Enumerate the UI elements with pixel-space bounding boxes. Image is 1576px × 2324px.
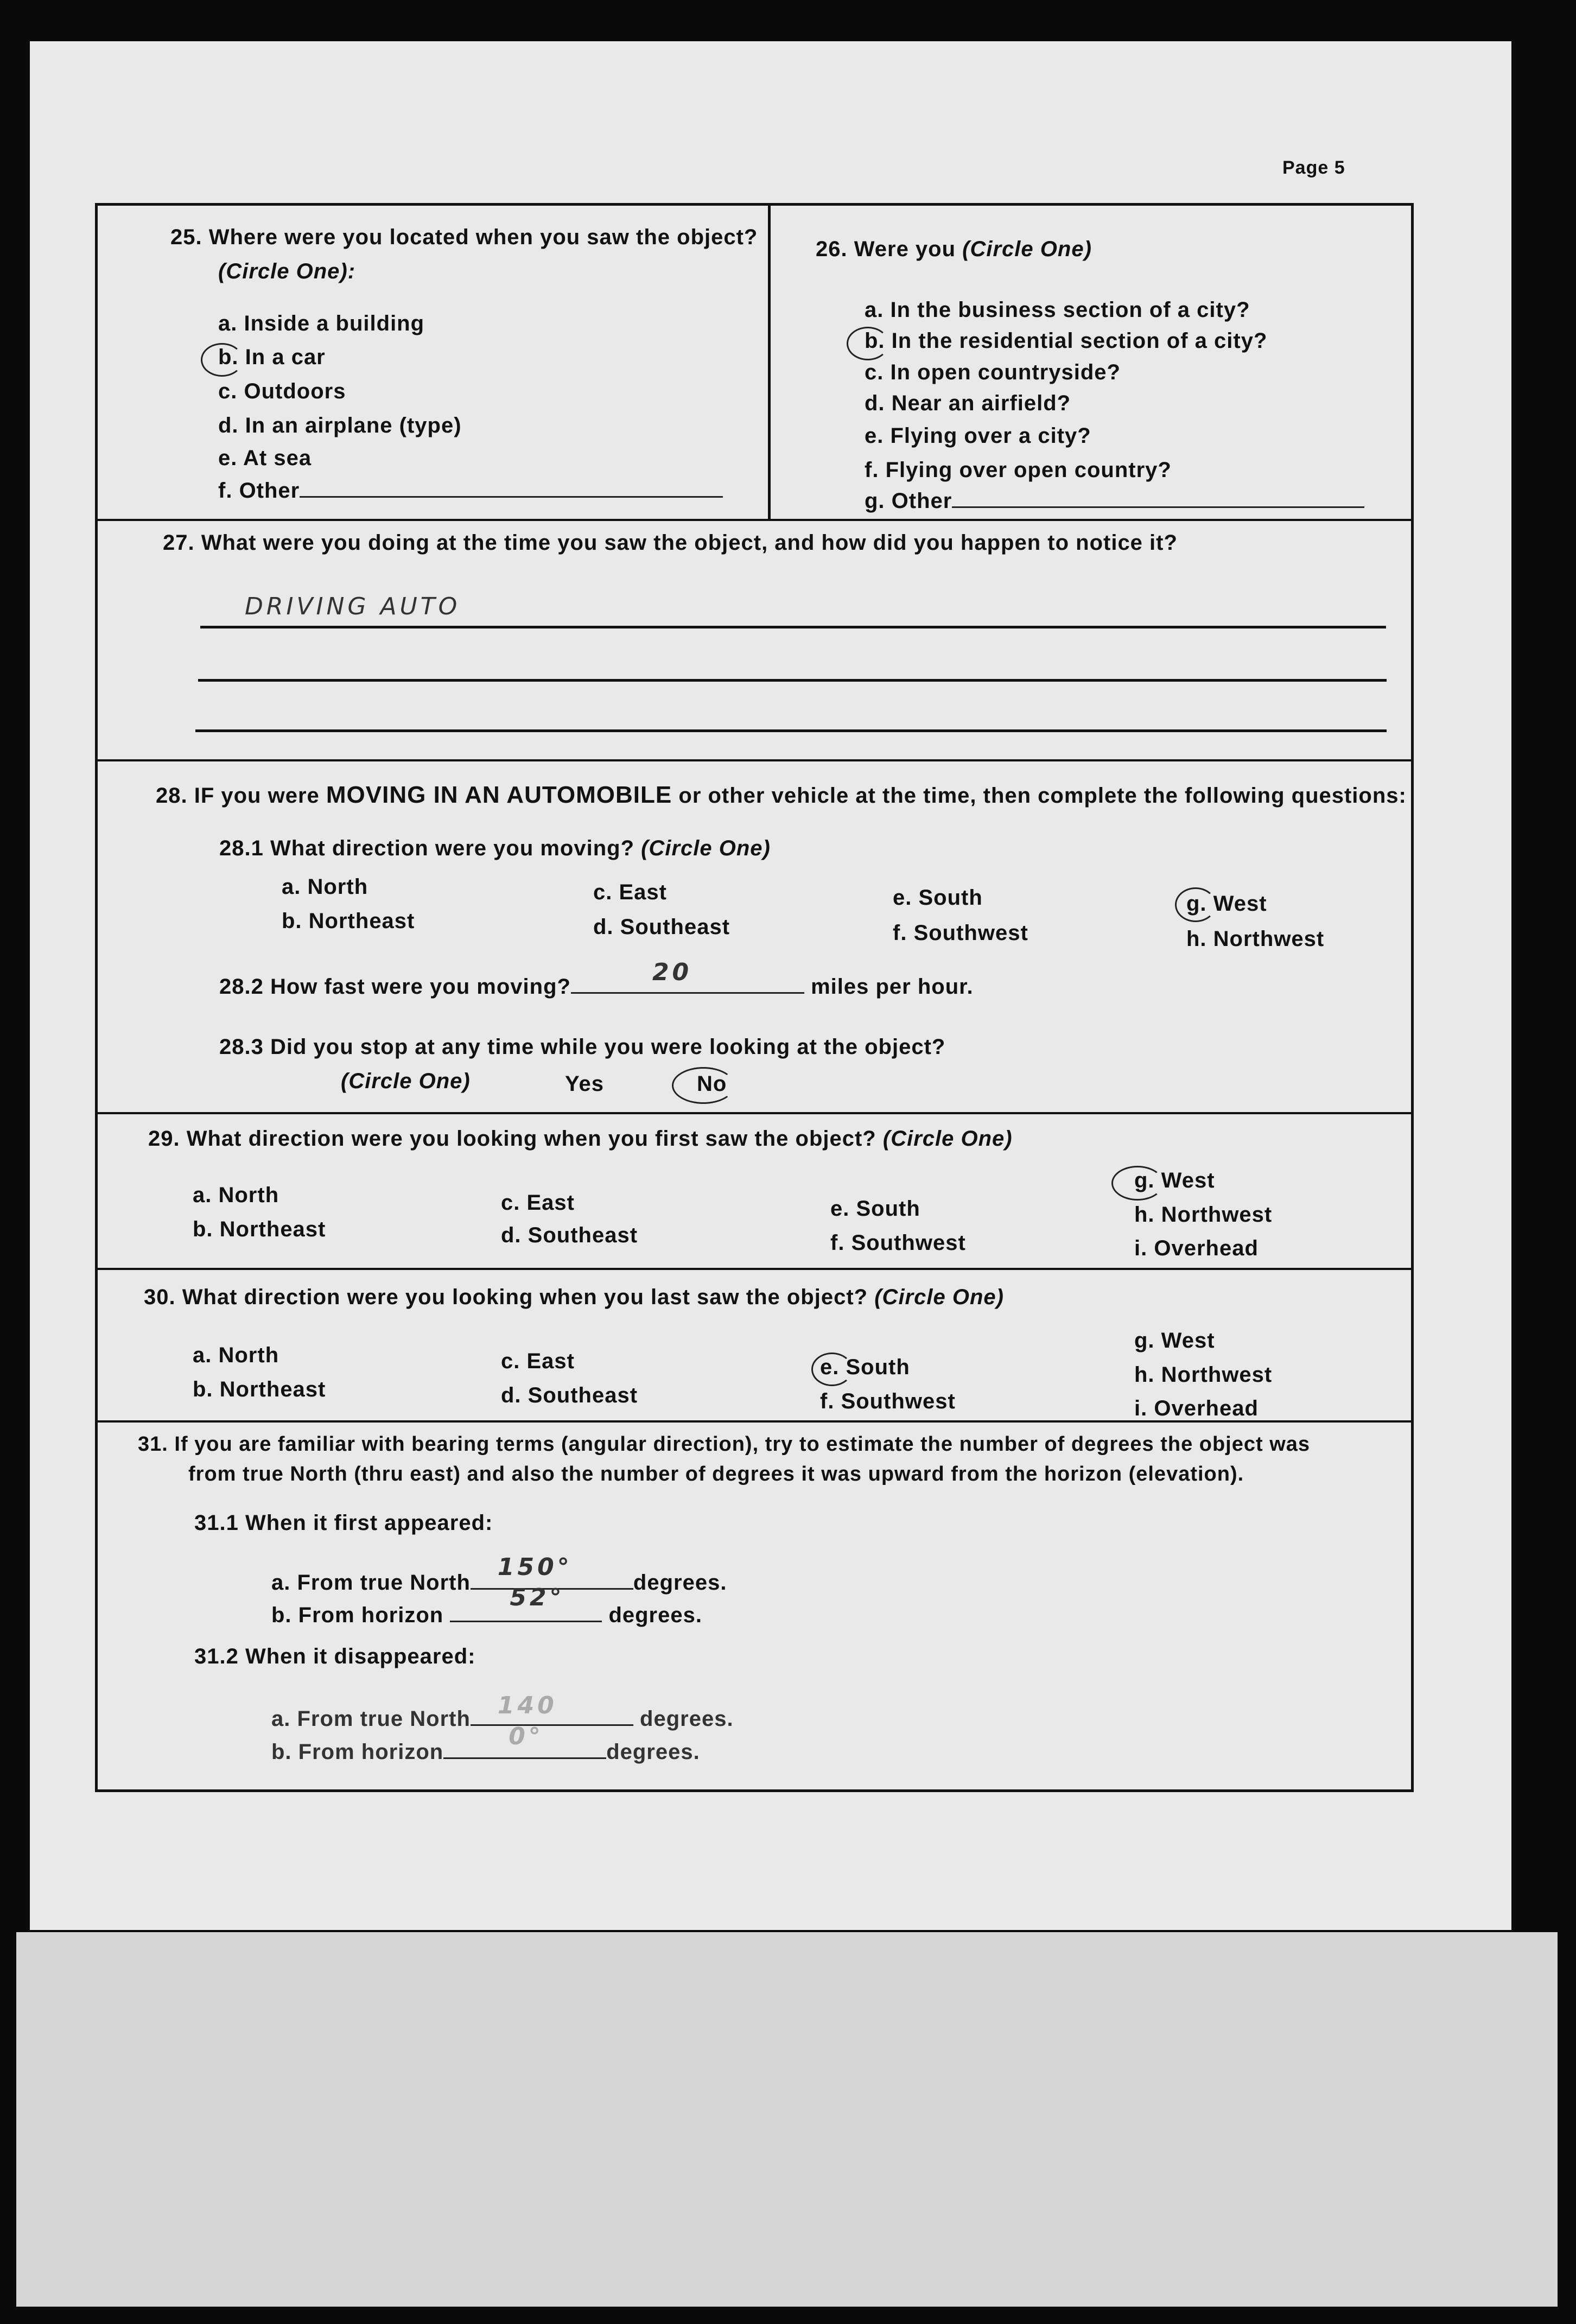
option-label: North (218, 1343, 279, 1367)
option-label: East (526, 1349, 575, 1373)
divider (95, 1112, 1411, 1114)
q25-option-e[interactable] (218, 446, 312, 471)
q28-2-question (219, 958, 974, 999)
q25-option-f[interactable] (218, 479, 723, 503)
q26-option-a[interactable] (865, 298, 1250, 322)
speed-unit: miles per hour. (811, 975, 974, 999)
q30-option-c[interactable] (501, 1349, 575, 1374)
option-letter: h. (1134, 1203, 1155, 1227)
horizon-input[interactable] (443, 1723, 606, 1759)
selection-circle (847, 327, 889, 360)
option-letter: c. (593, 880, 613, 904)
field-value: 150° (497, 1553, 573, 1581)
q28-1-option-c[interactable] (593, 880, 667, 905)
q28-1-option-a[interactable] (282, 875, 368, 899)
option-letter: d. (501, 1383, 522, 1407)
q28-1-option-f[interactable] (893, 921, 1028, 945)
option-label: East (526, 1191, 575, 1215)
field-label: a. From true North (271, 1571, 471, 1595)
option-letter: f. (218, 479, 233, 503)
q30-option-g[interactable] (1134, 1329, 1215, 1353)
q28-1-option-h[interactable] (1186, 927, 1324, 951)
q29-option-d[interactable] (501, 1223, 638, 1248)
option-label: Southeast (528, 1223, 638, 1247)
q31-1-heading: 31.1 When it first appeared: (194, 1511, 493, 1535)
unit-label: degrees. (640, 1707, 734, 1731)
divider (95, 519, 1411, 521)
option-label: East (619, 880, 667, 904)
option-label: Northwest (1161, 1363, 1273, 1387)
answer-line[interactable] (198, 679, 1387, 682)
option-label: Overhead (1154, 1396, 1259, 1420)
other-input-line[interactable] (300, 496, 723, 498)
option-letter: g. (1134, 1329, 1155, 1353)
field-label: b. From horizon (271, 1740, 444, 1764)
option-letter: c. (865, 360, 884, 384)
option-label: North (307, 875, 368, 899)
option-letter: e. (865, 424, 884, 448)
option-letter: f. (893, 921, 907, 945)
field-label: b. From horizon (271, 1603, 444, 1627)
option-letter: b. (282, 909, 302, 933)
q30-option-b[interactable] (193, 1377, 326, 1402)
divider (95, 1268, 1411, 1270)
q30-option-d[interactable] (501, 1383, 638, 1408)
speed-value: 20 (652, 958, 692, 986)
selection-circle (201, 343, 243, 377)
option-letter: h. (1186, 927, 1207, 951)
q30-option-i[interactable] (1134, 1396, 1259, 1421)
answer-line[interactable] (200, 626, 1386, 628)
q29-text: 29. What direction were you looking when you first saw the object? (148, 1127, 876, 1151)
option-label: South (856, 1197, 920, 1221)
q31-2-north (271, 1692, 734, 1731)
q29-option-h[interactable] (1134, 1203, 1272, 1227)
option-label: Northwest (1161, 1203, 1273, 1227)
answer-line[interactable] (195, 729, 1387, 732)
option-letter: a. (282, 875, 301, 899)
horizon-input[interactable] (450, 1584, 602, 1622)
option-letter: b. (193, 1217, 213, 1241)
option-letter: h. (1134, 1363, 1155, 1387)
unit-label: degrees. (606, 1740, 700, 1764)
option-letter: a. (218, 312, 238, 335)
option-letter: c. (501, 1191, 520, 1215)
unit-label: degrees. (633, 1571, 727, 1595)
q28-1-instruction: (Circle One) (641, 836, 771, 860)
q31-2-heading: 31.2 When it disappeared: (194, 1644, 476, 1668)
q30-option-a[interactable] (193, 1343, 279, 1368)
option-label: In the business section of a city? (890, 298, 1250, 322)
option-letter: f. (830, 1231, 845, 1255)
q28-suffix: or other vehicle at the time, then complete the following questions: (672, 784, 1407, 808)
q28-1-option-d[interactable] (593, 915, 730, 939)
q30-text: 30. What direction were you looking when you last saw the object? (144, 1285, 868, 1309)
option-letter: f. (820, 1389, 835, 1413)
q28-question (156, 782, 1407, 809)
q29-option-i[interactable] (1134, 1236, 1259, 1261)
option-label: Other (239, 479, 300, 503)
option-letter: c. (218, 379, 238, 403)
option-label: Northeast (219, 1217, 326, 1241)
q26-option-g[interactable] (865, 489, 1364, 513)
unit-label: degrees. (608, 1603, 702, 1627)
option-label: Overhead (1154, 1236, 1259, 1260)
option-letter: a. (865, 298, 884, 322)
selection-circle (811, 1353, 853, 1386)
option-letter: g. (1134, 1169, 1155, 1192)
option-letter: b. (218, 345, 239, 369)
q26-option-d[interactable] (865, 391, 1071, 416)
option-letter: e. (830, 1197, 850, 1221)
option-label: West (1213, 892, 1267, 916)
q27-question: 27. What were you doing at the time you saw the object, and how did you happen to notice it? (163, 531, 1178, 555)
field-value: 52° (510, 1584, 565, 1611)
q29-option-e[interactable] (830, 1197, 920, 1221)
option-label: Other (891, 489, 952, 513)
option-letter: b. (193, 1377, 213, 1401)
option-label: In an airplane (type) (245, 414, 462, 437)
option-label: Outdoors (244, 379, 346, 403)
option-letter: c. (501, 1349, 520, 1373)
option-letter: e. (893, 886, 912, 910)
q28-3-no[interactable]: No (697, 1072, 727, 1096)
q28-3-instruction: (Circle One) (341, 1069, 471, 1093)
option-label: North (218, 1183, 279, 1207)
q25-option-d[interactable] (218, 414, 462, 438)
q29-question (148, 1127, 1013, 1151)
q31-line-1: 31. If you are familiar with bearing terms (angular direction), try to estimate the number of degrees the object was (138, 1433, 1311, 1456)
q28-3-yes[interactable]: Yes (565, 1072, 604, 1096)
option-label: South (918, 886, 983, 910)
q30-instruction: (Circle One) (874, 1285, 1004, 1309)
q27-answer[interactable]: DRIVING AUTO (245, 593, 461, 620)
q26-question (816, 237, 1092, 262)
option-label: South (846, 1355, 910, 1379)
q31-line-2: from true North (thru east) and also the number of degrees it was upward from the horizon (elevation). (188, 1463, 1244, 1485)
q31-2-horizon (271, 1723, 700, 1764)
option-label: Southwest (841, 1389, 956, 1413)
option-letter: d. (501, 1223, 522, 1247)
q28-1-option-e[interactable] (893, 886, 983, 910)
q29-option-a[interactable] (193, 1183, 279, 1208)
page-number: Page 5 (1282, 157, 1345, 178)
q28-emphasis: MOVING IN AN AUTOMOBILE (326, 782, 672, 808)
field-value: 140 (497, 1692, 557, 1719)
q26-option-b[interactable] (865, 329, 1267, 353)
option-letter: g. (1186, 892, 1207, 916)
q29-option-b[interactable] (193, 1217, 326, 1242)
option-letter: d. (865, 391, 885, 415)
option-letter: d. (218, 414, 239, 437)
option-letter: f. (865, 458, 879, 482)
q29-option-f[interactable] (830, 1231, 966, 1255)
other-input-line[interactable] (952, 506, 1364, 508)
q26-instruction: (Circle One) (962, 237, 1092, 261)
field-label: a. From true North (271, 1707, 471, 1731)
option-label: Near an airfield? (891, 391, 1071, 415)
option-label: Southeast (528, 1383, 638, 1407)
option-letter: b. (865, 329, 885, 353)
q29-instruction: (Circle One) (882, 1127, 1013, 1151)
option-label: Flying over a city? (890, 424, 1091, 448)
q28-2-text: 28.2 How fast were you moving? (219, 975, 571, 999)
q28-1-option-b[interactable] (282, 909, 415, 934)
option-label: Northeast (308, 909, 415, 933)
q30-option-h[interactable] (1134, 1363, 1272, 1387)
selection-circle (1111, 1166, 1164, 1201)
option-letter: g. (865, 489, 885, 513)
option-label: Northwest (1213, 927, 1325, 951)
option-label: Flying over open country? (885, 458, 1172, 482)
divider (95, 759, 1411, 761)
option-label: West (1161, 1169, 1215, 1192)
q26-question-text: 26. Were you (816, 237, 956, 261)
option-letter: i. (1134, 1396, 1148, 1420)
q25-option-c[interactable] (218, 379, 346, 404)
q28-1-question (219, 836, 771, 861)
speed-input[interactable] (571, 958, 804, 994)
option-label: In open countryside? (890, 360, 1121, 384)
q25-instruction: (Circle One): (218, 259, 356, 283)
option-label: Southwest (913, 921, 1028, 945)
q28-3-question: 28.3 Did you stop at any time while you were looking at the object? (219, 1035, 946, 1059)
option-letter: a. (193, 1183, 212, 1207)
option-label: West (1161, 1329, 1215, 1353)
q29-option-c[interactable] (501, 1191, 575, 1215)
background-sheet (16, 1932, 1558, 2307)
north-input[interactable] (471, 1692, 633, 1726)
option-letter: a. (193, 1343, 212, 1367)
q31-1-north (271, 1553, 727, 1595)
option-label: In the residential section of a city? (891, 329, 1268, 353)
option-letter: e. (820, 1355, 840, 1379)
selection-circle (672, 1067, 735, 1104)
option-letter: d. (593, 915, 614, 939)
option-label: Northeast (219, 1377, 326, 1401)
option-letter: i. (1134, 1236, 1148, 1260)
q26-option-e[interactable] (865, 424, 1091, 448)
q30-option-f[interactable] (820, 1389, 956, 1414)
field-value: 0° (509, 1723, 544, 1750)
q30-question (144, 1285, 1004, 1310)
q25-option-a[interactable] (218, 312, 424, 336)
q26-option-c[interactable] (865, 360, 1121, 385)
option-label: Southeast (620, 915, 730, 939)
q28-prefix: 28. IF you were (156, 784, 326, 808)
q25-question: 25. Where were you located when you saw the object? (170, 225, 758, 249)
q26-option-f[interactable] (865, 458, 1172, 482)
q31-1-horizon (271, 1584, 702, 1628)
divider (768, 203, 771, 519)
option-label: Southwest (851, 1231, 966, 1255)
q28-1-text: 28.1 What direction were you moving? (219, 836, 635, 860)
option-label: In a car (245, 345, 326, 369)
option-label: At sea (243, 446, 312, 470)
selection-circle (1175, 887, 1216, 922)
option-letter: e. (218, 446, 238, 470)
option-label: Inside a building (244, 312, 425, 335)
